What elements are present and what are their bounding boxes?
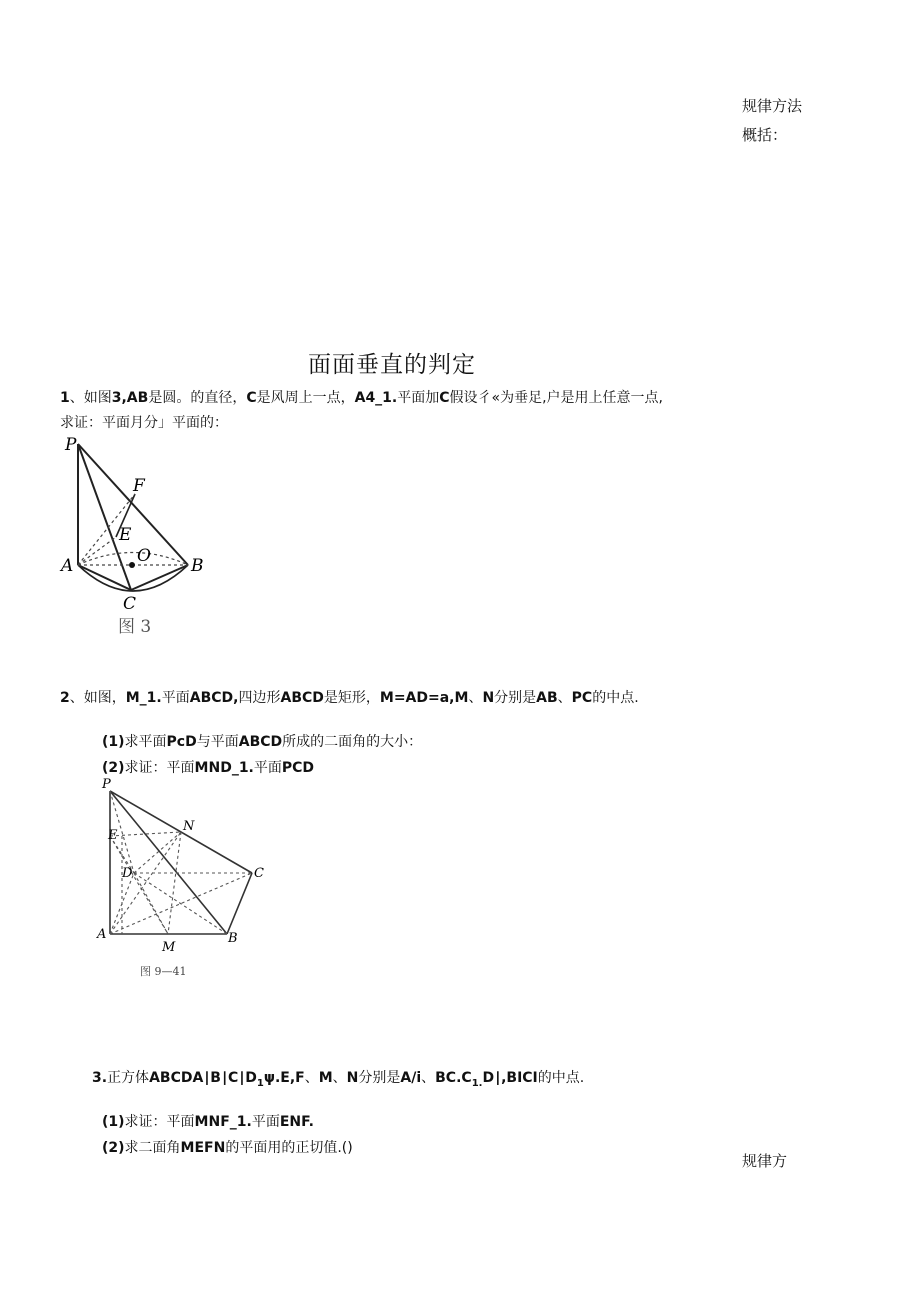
figure-9-41-pyramid [92, 776, 272, 986]
fig1-line-PB [78, 444, 188, 565]
q3-part1: (1)求证：平面MNF_1.平面ENF. [102, 1114, 314, 1130]
q3-number: 3. [92, 1070, 108, 1086]
figure-3-cone [55, 432, 225, 642]
fig1-arc-front [78, 565, 188, 591]
q2-number: 2 [60, 690, 70, 706]
fig1-label-A: A [61, 556, 74, 576]
fig2-line-BC [227, 873, 252, 934]
fig1-label-C: C [123, 594, 137, 614]
sidebar-note-line2: 概括： [742, 126, 788, 144]
q1-number: 1 [60, 390, 70, 406]
q2-part2: (2)求证：平面MND_1.平面PCD [102, 760, 315, 776]
fig1-line-CB [131, 565, 188, 590]
fig1-label-F: F [133, 476, 145, 496]
fig2-label-D: D [122, 866, 133, 881]
fig1-label-O: O [137, 546, 151, 566]
q3-part2: (2)求二面角MEFN的平面用的正切值.() [102, 1140, 353, 1156]
fig2-label-P: P [102, 777, 111, 792]
q2-line1: 2、如图，M_1.平面ABCD,四边形ABCD是矩形，M=AD=a,M、N分别是AB、PC的中点. [60, 690, 639, 706]
fig2-line-DN [134, 832, 181, 873]
q3-line1: 3.正方体$ABCDA∣B∣C∣D_1\psi.E,F$、M、N分别是A/i、$BC.C_{1.}D∣,BICI$的中点. [92, 1070, 585, 1089]
fig2-label-N: N [183, 819, 195, 834]
fig2-line-DB [134, 873, 227, 934]
fig2-caption: 图 9—41 [140, 965, 187, 978]
fig1-label-B: B [191, 556, 204, 576]
fig2-label-E: E [108, 828, 118, 843]
sidebar-note-line1: 规律方法 [742, 97, 803, 115]
fig1-caption: 图 3 [118, 617, 152, 637]
fig2-label-A: A [97, 927, 107, 942]
fig1-point-O [129, 562, 135, 568]
fig2-label-B: B [228, 931, 238, 946]
page-title: 面面垂直的判定 [308, 352, 476, 378]
fig1-label-P: P [65, 435, 77, 455]
q1-line1: 1、如图3,AB是圆。的直径，C是风周上一点，A4_1.平面加C假设彳«为垂足,户是用上任意一点, [60, 390, 663, 406]
q2-part1: (1)求平面PcD与平面ABCD所成的二面角的大小： [102, 734, 423, 750]
fig2-line-NM [168, 832, 181, 934]
sidebar-note-bottom: 规律方 [742, 1152, 788, 1170]
fig2-label-M: M [162, 940, 176, 955]
q1-line2: 求证：平面月分」平面的： [60, 415, 228, 431]
fig2-label-C: C [254, 866, 264, 881]
fig1-label-E: E [119, 525, 132, 545]
